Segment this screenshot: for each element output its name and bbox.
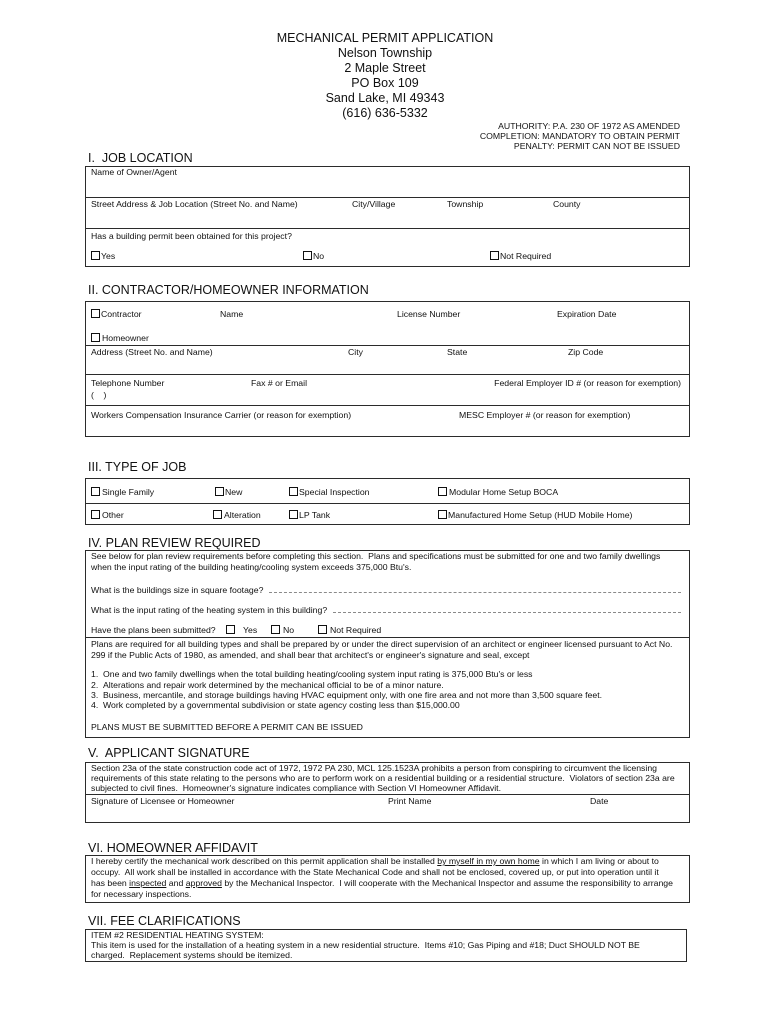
- office-city-state-zip: Sand Lake, MI 49343: [325, 91, 445, 105]
- license-number-label: License Number: [397, 309, 461, 319]
- single-family-label: Single Family: [102, 487, 155, 497]
- plans-not-required-label: Not Required: [330, 625, 382, 635]
- expiration-date-label: Expiration Date: [557, 309, 617, 319]
- permit-no-label: No: [313, 251, 325, 261]
- affidavit-text: occupy. All work shall be installed in accordance with the State Mechanical Code and shall not be enclosed, covered up, or put into operation until it: [91, 867, 659, 877]
- affidavit-line: [91, 878, 685, 888]
- affidavit-text: has been: [91, 878, 130, 888]
- fee-item-text: This item is used for the installation of a heating system in a new residential structure. Items #10; Gas Piping and #18; Duct SHOULD NOT BE: [91, 940, 640, 950]
- divider: [85, 345, 690, 346]
- print-name-label: Print Name: [388, 796, 432, 806]
- section-3-heading: III. TYPE OF JOB: [88, 460, 187, 474]
- date-label: Date: [590, 796, 609, 806]
- affidavit-text: in which I am living or about to: [539, 856, 659, 866]
- fee-item-title: ITEM #2 RESIDENTIAL HEATING SYSTEM:: [91, 930, 264, 940]
- licensing-statement: requirements of this state relating to the persons who are to perform work on a residential building or a residential structure. Violators of section 23a are: [91, 773, 675, 783]
- other-checkbox[interactable]: [91, 510, 100, 519]
- exception-text: One and two family dwellings when the total building heating/cooling system input rating is 375,000 Btu's or less: [103, 669, 533, 679]
- input-rating-row: [91, 604, 681, 615]
- affidavit-underlined-text: by myself in my own home: [437, 856, 540, 866]
- permit-question: Has a building permit been obtained for this project?: [91, 231, 292, 241]
- homeowner-checkbox[interactable]: [91, 333, 100, 342]
- permit-yes-label: Yes: [101, 251, 116, 261]
- office-street: 2 Maple Street: [344, 61, 426, 75]
- job-location-box: [85, 166, 690, 267]
- plans-submission-notice: PLANS MUST BE SUBMITTED BEFORE A PERMIT CAN BE ISSUED: [91, 722, 363, 732]
- affidavit-line: [91, 889, 685, 899]
- manufactured-home-checkbox[interactable]: [438, 510, 447, 519]
- exception-number: 4.: [91, 700, 99, 710]
- plans-yes-label: Yes: [243, 625, 258, 635]
- building-size-row: [91, 584, 681, 595]
- signature-label: Signature of Licensee or Homeowner: [91, 796, 235, 806]
- fee-item-text: charged. Replacement systems should be itemized.: [91, 950, 293, 960]
- plan-requirement-text: 299 if the Public Acts of 1980, as amended, and shall bear that architect's or engineer's signature and seal, except: [91, 650, 530, 660]
- plans-submitted-question: Have the plans been submitted?: [91, 625, 216, 635]
- exception-text: Alterations and repair work determined by the mechanical official to be of a minor nature.: [103, 680, 444, 690]
- modular-home-checkbox[interactable]: [438, 487, 447, 496]
- licensing-statement: Section 23a of the state construction code act of 1972, 1972 PA 230, MCL 125.1523A prohibits a person from conspiring to circumvent the licensing: [91, 763, 657, 773]
- other-label: Other: [102, 510, 124, 520]
- alteration-label: Alteration: [224, 510, 261, 520]
- name-label: Name: [220, 309, 244, 319]
- county-label: County: [553, 199, 581, 209]
- divider: [85, 503, 690, 504]
- divider: [85, 228, 690, 229]
- divider: [85, 794, 690, 795]
- city-village-label: City/Village: [352, 199, 396, 209]
- lp-tank-checkbox[interactable]: [289, 510, 298, 519]
- penalty-notice: PENALTY: PERMIT CAN NOT BE ISSUED: [513, 141, 680, 151]
- state-label: State: [447, 347, 468, 357]
- divider: [85, 637, 690, 638]
- licensing-statement: subjected to civil fines. Homeowner's signature indicates compliance with Section VI Homeowner Affidavit.: [91, 783, 502, 793]
- affidavit-text: by the Mechanical Inspector. I will cooperate with the Mechanical Inspector and assume the responsibility to arrange: [221, 878, 673, 888]
- permit-not-required-label: Not Required: [500, 251, 552, 261]
- authority-notice: AUTHORITY: P.A. 230 OF 1972 AS AMENDED: [498, 121, 680, 131]
- street-address-label: Street Address & Job Location (Street No. and Name): [91, 199, 298, 209]
- section-4-heading: IV. PLAN REVIEW REQUIRED: [88, 536, 261, 550]
- city-label: City: [348, 347, 363, 357]
- new-checkbox[interactable]: [215, 487, 224, 496]
- section-6-heading: VI. HOMEOWNER AFFIDAVIT: [88, 841, 258, 855]
- affidavit-line: [91, 856, 685, 866]
- building-size-question: What is the buildings size in square footage?: [91, 585, 266, 595]
- permit-yes-checkbox[interactable]: [91, 251, 100, 260]
- telephone-label: Telephone Number: [91, 378, 165, 388]
- plan-review-intro: See below for plan review requirements before completing this section. Plans and specifications must be submitted for one and two family dwellings: [91, 551, 661, 561]
- area-code-field[interactable]: ( ): [91, 390, 107, 400]
- lp-tank-label: LP Tank: [299, 510, 331, 520]
- plan-requirement-text: Plans are required for all building types and shall be prepared by or under the direct supervision of an architect or engineer licensed pursuant to Act No.: [91, 639, 673, 649]
- completion-notice: COMPLETION: MANDATORY TO OBTAIN PERMIT: [479, 131, 680, 141]
- federal-employer-id-label: Federal Employer ID # (or reason for exemption): [494, 378, 681, 388]
- address-label: Address (Street No. and Name): [91, 347, 213, 357]
- modular-home-label: Modular Home Setup BOCA: [449, 487, 559, 497]
- township-name: Nelson Township: [337, 46, 433, 60]
- divider: [85, 405, 690, 406]
- section-5-heading: V. APPLICANT SIGNATURE: [88, 746, 250, 760]
- affidavit-line: [91, 867, 685, 877]
- exception-number: 2.: [91, 680, 99, 690]
- affidavit-text: for necessary inspections.: [91, 889, 192, 899]
- plans-no-checkbox[interactable]: [271, 625, 280, 634]
- exception-number: 1.: [91, 669, 99, 679]
- affidavit-underlined-text: approved: [185, 878, 222, 888]
- manufactured-home-label: Manufactured Home Setup (HUD Mobile Home): [448, 510, 633, 520]
- office-po-box: PO Box 109: [351, 76, 419, 90]
- divider: [85, 197, 690, 198]
- exception-number: 3.: [91, 690, 99, 700]
- input-rating-question: What is the input rating of the heating system in this building?: [91, 605, 330, 615]
- mesc-employer-label: MESC Employer # (or reason for exemption): [459, 410, 631, 420]
- contractor-checkbox[interactable]: [91, 309, 100, 318]
- plans-yes-checkbox[interactable]: [226, 625, 235, 634]
- special-inspection-label: Special Inspection: [299, 487, 370, 497]
- plans-no-label: No: [283, 625, 295, 635]
- office-phone: (616) 636-5332: [342, 106, 428, 120]
- township-label: Township: [447, 199, 484, 209]
- section-7-heading: VII. FEE CLARIFICATIONS: [88, 914, 241, 928]
- input-rating-field[interactable]: [333, 604, 681, 613]
- permit-not-required-checkbox[interactable]: [490, 251, 499, 260]
- contractor-label: Contractor: [101, 309, 142, 319]
- affidavit-text: and: [166, 878, 186, 888]
- building-size-field[interactable]: [269, 584, 681, 593]
- fax-email-label: Fax # or Email: [251, 378, 308, 388]
- section-1-heading: I. JOB LOCATION: [88, 151, 193, 165]
- affidavit-text: I hereby certify the mechanical work described on this permit application shall be installed: [91, 856, 438, 866]
- plan-review-intro: when the input rating of the building heating/cooling system exceeds 375,000 Btu's.: [91, 562, 412, 572]
- affidavit-underlined-text: inspected: [129, 878, 167, 888]
- form-title: MECHANICAL PERMIT APPLICATION: [276, 31, 494, 45]
- homeowner-label: Homeowner: [102, 333, 149, 343]
- section-2-heading: II. CONTRACTOR/HOMEOWNER INFORMATION: [88, 283, 369, 297]
- new-label: New: [225, 487, 243, 497]
- alteration-checkbox[interactable]: [213, 510, 222, 519]
- single-family-checkbox[interactable]: [91, 487, 100, 496]
- exception-text: Work completed by a governmental subdivision or state agency costing less than $15,000.00: [103, 700, 460, 710]
- exception-text: Business, mercantile, and storage buildings having HVAC equipment only, with one fire area and not more than 3,500 square feet.: [103, 690, 603, 700]
- special-inspection-checkbox[interactable]: [289, 487, 298, 496]
- divider: [85, 374, 690, 375]
- workers-comp-label: Workers Compensation Insurance Carrier (or reason for exemption): [91, 410, 352, 420]
- owner-agent-label: Name of Owner/Agent: [91, 167, 177, 177]
- permit-no-checkbox[interactable]: [303, 251, 312, 260]
- zip-code-label: Zip Code: [568, 347, 604, 357]
- plans-not-required-checkbox[interactable]: [318, 625, 327, 634]
